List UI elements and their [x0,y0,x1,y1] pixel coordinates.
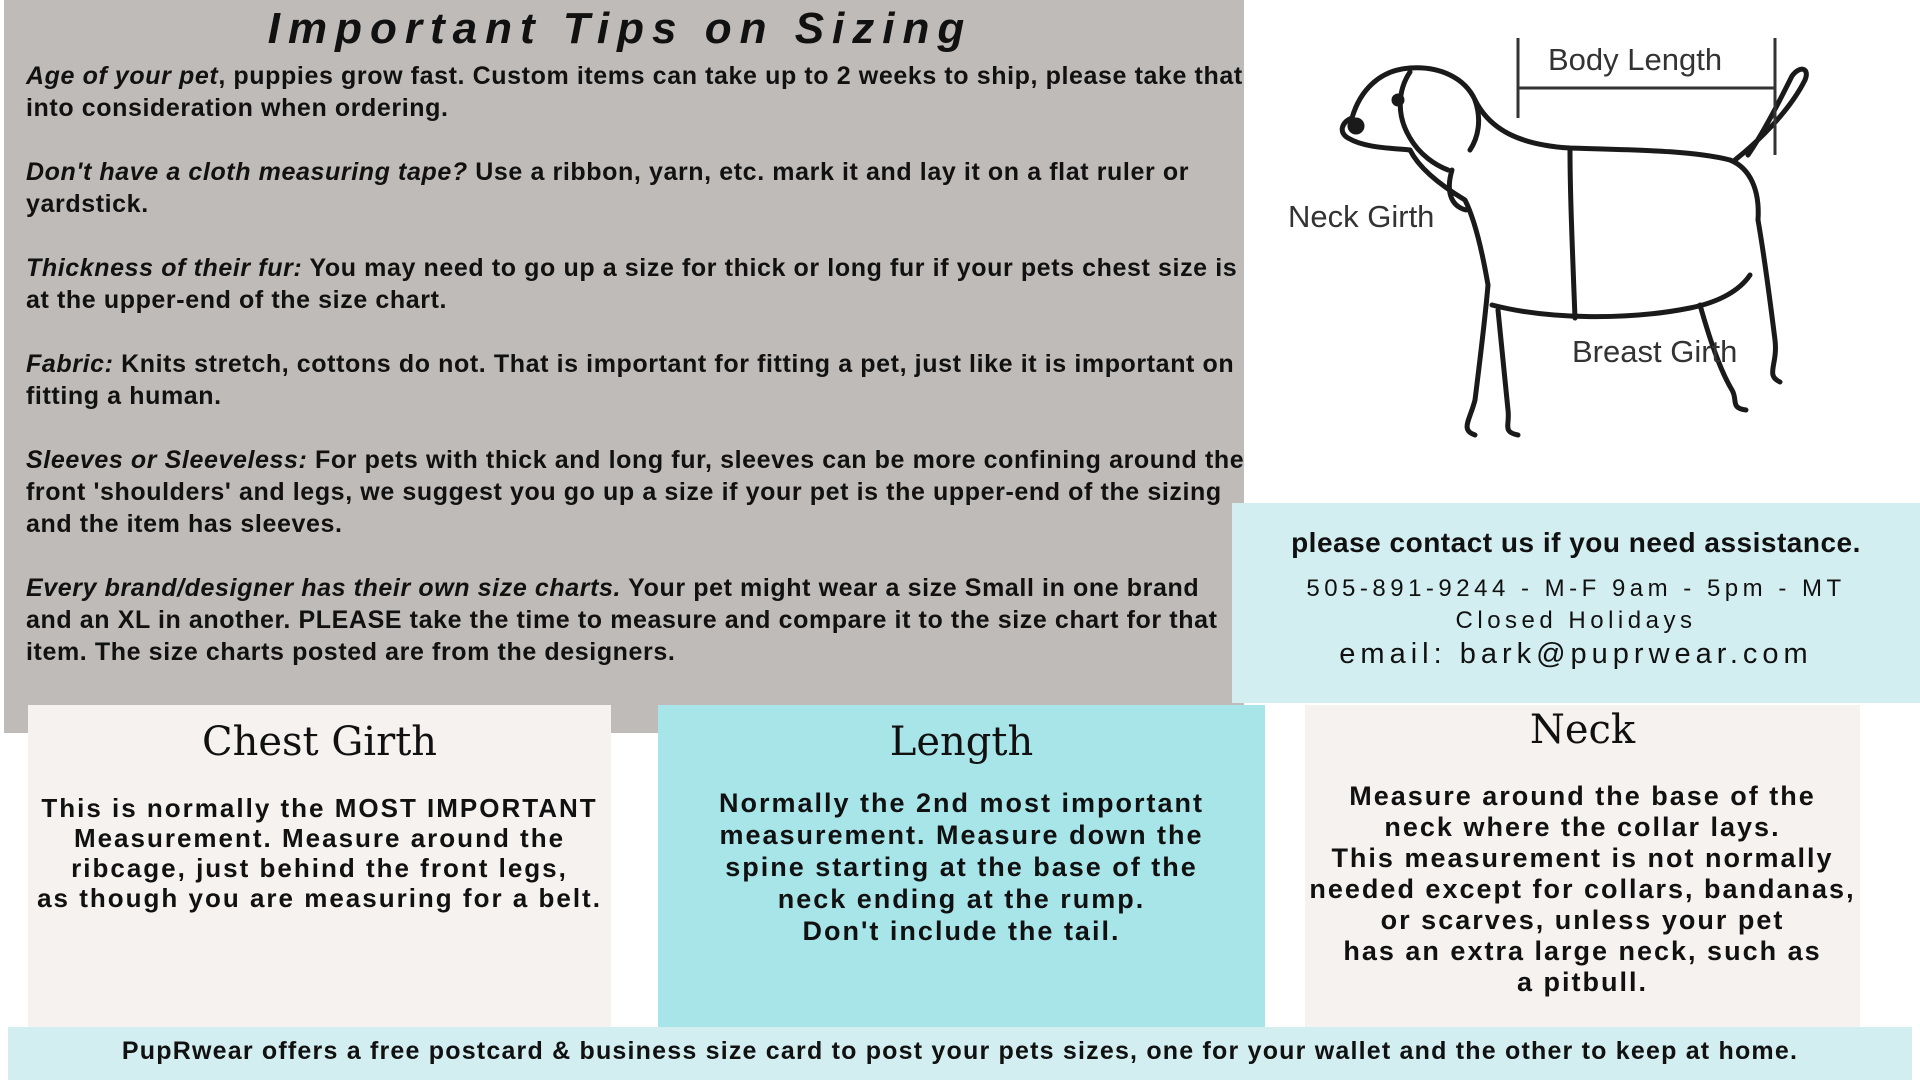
contact-closed-note: Closed Holidays [1455,607,1697,634]
length-card [658,705,1265,1027]
neck-card [1305,705,1860,1027]
tip-item [26,348,1246,412]
tip-text: Your pet might wear a size Small in one brand and an XL in another. PLEASE take the time to measure and compare it to the size chart for that item. The size charts posted are from the designers. [26,574,1218,666]
tip-text: You may need to go up a size for thick or long fur if your pets chest size is at the upper-end of the size chart. [26,254,1238,314]
tip-lead: Fabric: [26,350,114,378]
tip-lead: Don't have a cloth measuring tape? [26,158,468,186]
neck-title: Neck [1529,707,1636,753]
length-title: Length [889,719,1034,765]
contact-email[interactable]: email: bark@puprwear.com [1339,638,1813,670]
footer-text: PupRwear offers a free postcard & business size card to post your pets sizes, one for your wallet and the other to keep at home. [121,1037,1799,1065]
tip-item [26,252,1246,316]
tip-item [26,60,1246,124]
tip-text: Use a ribbon, yarn, etc. mark it and lay it on a flat ruler or yardstick. [26,158,1190,218]
tip-lead: Thickness of their fur: [26,254,303,282]
chest-girth-description: This is normally the MOST IMPORTANT Measurement. Measure around the ribcage, just behind the front legs, as though you are measuring for a belt. [37,793,602,913]
length-description: Normally the 2nd most important measurement. Measure down the spine starting at the base of the neck ending at the rump. Don't include the tail. [718,788,1205,946]
body-length-label: Body Length [1548,42,1723,77]
tips-title: Important Tips on Sizing [267,4,973,53]
tips-list [26,60,1246,700]
breast-girth-label: Breast Girth [1572,334,1738,369]
dog-measurement-diagram [1270,20,1920,490]
tip-text: For pets with thick and long fur, sleeves can be more confining around the front 'shoulders' and legs, we suggest you go up a size if your pet is the upper-end of the sizing and the item has sleeves. [26,446,1245,538]
neck-description: Measure around the base of the neck where the collar lays. This measurement is not normally needed except for collars, bandanas, or scarves, unless your pet has an extra large neck, such as a pitbull. [1309,781,1856,997]
footer-banner [8,1027,1912,1080]
tip-lead: Sleeves or Sleeveless: [26,446,308,474]
tip-text: Knits stretch, cottons do not. That is important for fitting a pet, just like it is important on fitting a human. [26,350,1235,410]
neck-girth-label: Neck Girth [1288,199,1435,234]
tip-item [26,156,1246,220]
contact-heading: please contact us if you need assistance. [1291,527,1861,558]
dog-outline [1342,68,1806,435]
tip-item [26,444,1246,540]
chest-girth-card [28,705,611,1027]
contact-phone[interactable]: 505-891-9244 - M-F 9am - 5pm - MT [1306,575,1846,602]
tip-lead: Age of your pet [26,62,219,90]
contact-box [1232,503,1920,703]
sizing-tips-panel [4,0,1244,733]
tip-lead: Every brand/designer has their own size charts. [26,574,622,602]
tip-text: , puppies grow fast. Custom items can take up to 2 weeks to ship, please take that into consideration when ordering. [26,62,1243,122]
tip-item [26,572,1246,668]
chest-girth-title: Chest Girth [201,719,438,765]
